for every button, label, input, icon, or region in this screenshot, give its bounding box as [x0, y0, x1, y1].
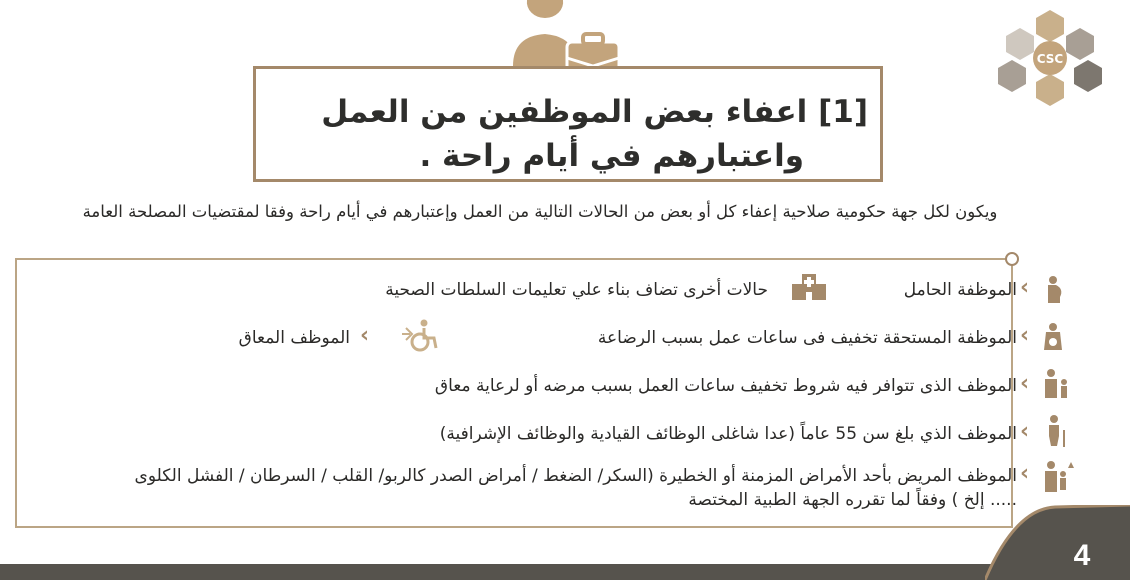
list-item-text: الموظف الذى تتوافر فيه شروط تخفيف ساعات العمل بسبب مرضه أو لرعاية معاق	[434, 376, 1017, 396]
csc-logo	[990, 8, 1110, 108]
caregiver-icon	[1040, 368, 1070, 400]
elderly-icon	[1042, 414, 1070, 448]
list-item-text: الموظفة الحامل	[903, 280, 1017, 300]
wheelchair-icon	[400, 318, 440, 352]
chevron-icon: ‹	[1020, 419, 1030, 444]
footer-band	[0, 564, 1130, 580]
hospital-icon	[790, 272, 828, 302]
page-title	[268, 90, 868, 178]
page-number: 4	[1073, 539, 1091, 572]
list-item-text: الموظف الذي بلغ سن 55 عاماً (عدا شاغلى الوظائف القيادية والوظائف الإشرافية)	[439, 424, 1017, 444]
chevron-icon: ‹	[1020, 371, 1030, 396]
intro-paragraph: ويكون لكل جهة حكومية صلاحية إعفاء كل أو بعض من الحالات التالية من العمل وإعتبارهم في أيام راحة وفقا لمقتضيات المصلحة العامة	[82, 202, 998, 221]
list-item-text: الموظفة المستحقة تخفيف فى ساعات عمل بسبب الرضاعة	[597, 328, 1017, 348]
chevron-icon: ‹	[360, 323, 370, 348]
logo-text: CSC	[1036, 52, 1064, 66]
chevron-icon: ‹	[1020, 323, 1030, 348]
title-line-2: واعتبارهم في أيام راحة .	[419, 138, 804, 174]
mother-baby-icon	[1040, 322, 1066, 352]
list-item-text: الموظف المريض بأحد الأمراض المزمنة أو الخطيرة (السكر/ الضغط / أمراض الصدر كالربو/ القلب / السرطان / الفشل الكلوى ..... إلخ ) وفقاً لما تقرره الجهة الطبية المختصة	[134, 466, 1017, 510]
page-number-tab	[985, 505, 1130, 580]
sick-person-icon	[1040, 460, 1074, 494]
list-box-dot	[1005, 252, 1019, 266]
chevron-icon: ‹	[1020, 275, 1030, 300]
pregnant-woman-icon	[1040, 275, 1066, 305]
list-item-text: الموظف المعاق	[238, 328, 350, 348]
title-line-1: [1] اعفاء بعض الموظفين من العمل	[321, 94, 868, 130]
chevron-icon: ‹	[1020, 461, 1030, 486]
list-item-text: حالات أخرى تضاف بناء علي تعليمات السلطات الصحية	[385, 280, 768, 300]
